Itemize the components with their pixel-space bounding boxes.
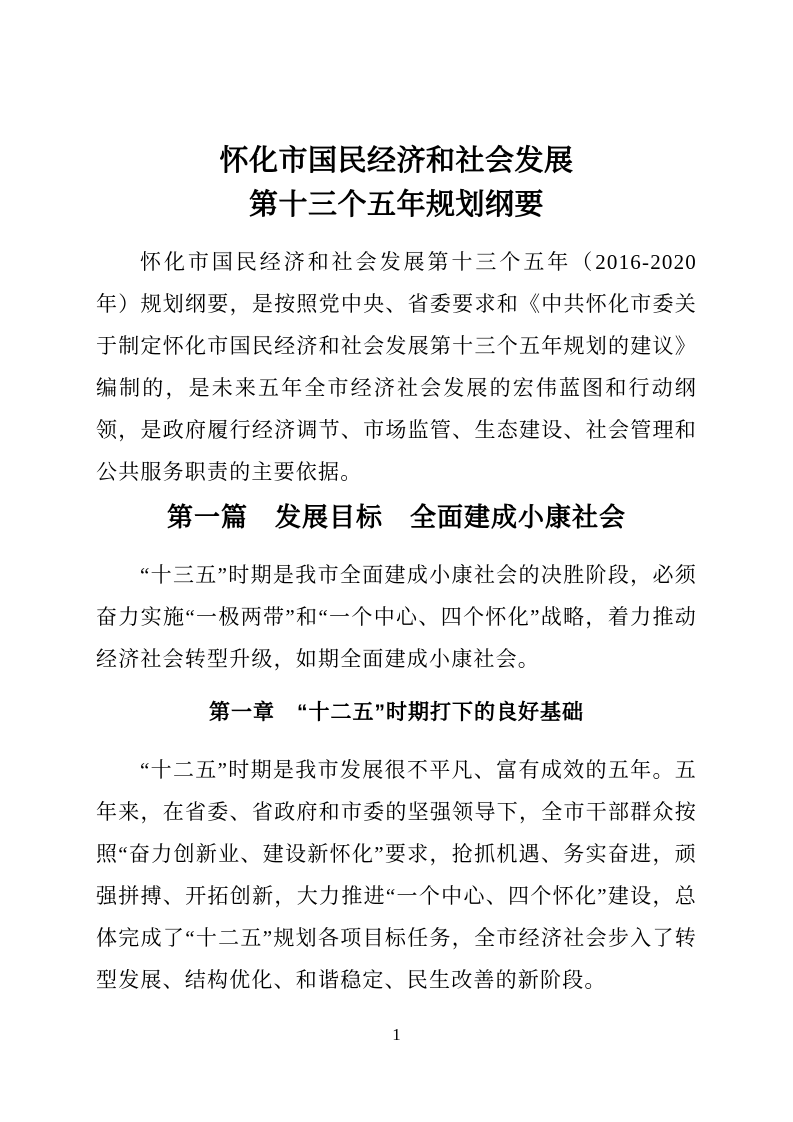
- page-number: 1: [392, 1025, 401, 1044]
- document-title-line1: 怀化市国民经济和社会发展: [219, 145, 574, 177]
- section-intro-paragraph: “十三五”时期是我市全面建成小康社会的决胜阶段，必须奋力实施“一极两带”和“一个中心、四个怀化”战略，着力推动经济社会转型升级，如期全面建成小康社会。: [96, 563, 697, 671]
- section-heading: 第一篇 发展目标 全面建成小康社会: [166, 503, 626, 532]
- document-title-line2: 第十三个五年规划纲要: [248, 189, 544, 221]
- chapter-heading: 第一章 “十二五”时期打下的良好基础: [209, 701, 584, 724]
- intro-paragraph: 怀化市国民经济和社会发展第十三个五年（2016-2020 年）规划纲要，是按照党中央、省委要求和《中共怀化市委关于制定怀化市国民经济和社会发展第十三个五年规划的建议》编制的，是未来五年全市经济社会发展的宏伟蓝图和行动纲领，是政府履行经济调节、市场监管、生态建设、社会管理和公共服务职责的主要依据。: [96, 250, 697, 484]
- document-title: [96, 0, 697, 227]
- chapter-paragraph: “十二五”时期是我市发展很不平凡、富有成效的五年。五年来，在省委、省政府和市委的坚强领导下，全市干部群众按照“奋力创新业、建设新怀化”要求，抢抓机遇、务实奋进，顽强拼搏、开拓创新，大力推进“一个中心、四个怀化”建设，总体完成了“十二五”规划各项目标任务，全市经济社会步入了转型发展、结构优化、和谐稳定、民生改善的新阶段。: [96, 758, 697, 992]
